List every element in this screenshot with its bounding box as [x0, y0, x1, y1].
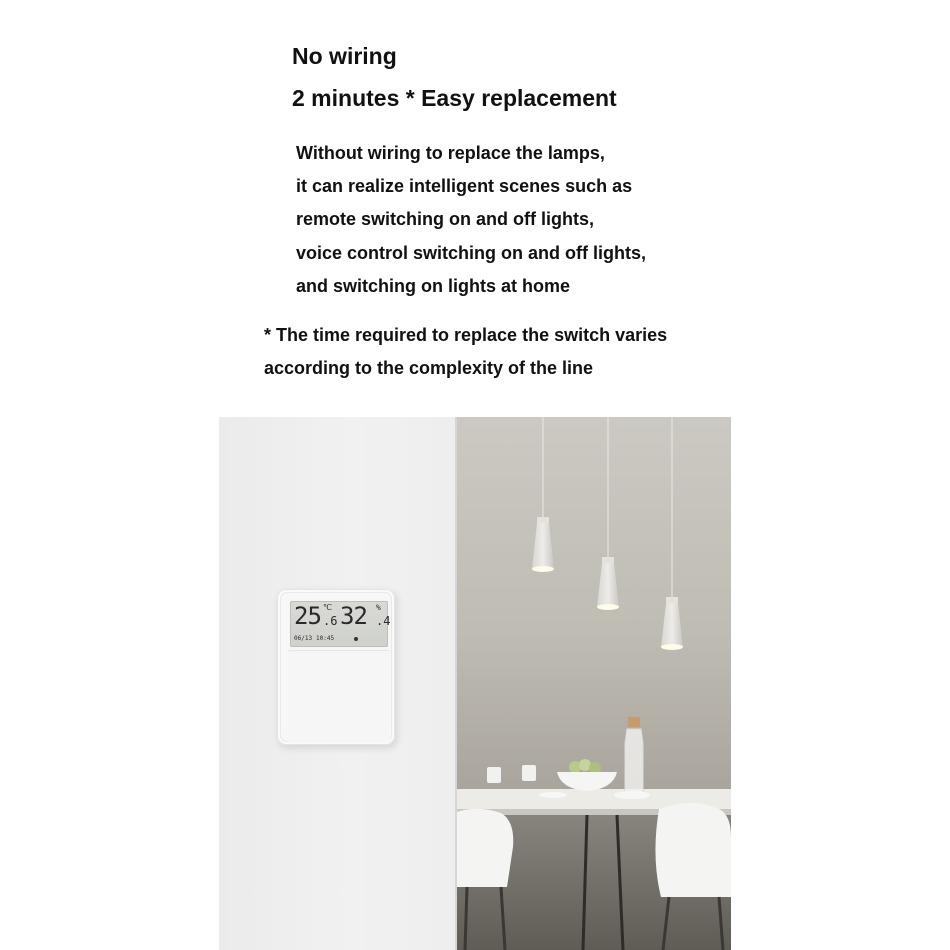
feature-description [296, 137, 646, 303]
smart-wall-switch [277, 589, 395, 745]
note-line: according to the complexity of the line [264, 358, 594, 379]
headline-easy-replacement: 2 minutes * Easy replacement [292, 85, 617, 111]
headline-no-wiring: No wiring [292, 43, 397, 69]
date-reading: 06/13 [294, 635, 313, 642]
temperature-reading: 25 [294, 602, 321, 630]
dining-room-scene [457, 417, 731, 950]
time-reading: 10:45 [316, 635, 335, 642]
lcd-display [290, 601, 391, 647]
description-line: Without wiring to replace the lamps, [296, 143, 605, 163]
pendant-lamp-icon [597, 417, 619, 610]
description-line: and switching on lights at home [296, 275, 571, 296]
note-line: * The time required to replace the switch varies [264, 325, 668, 345]
humidity-decimal: .4 [376, 614, 391, 628]
humidity-reading: 32 [340, 602, 367, 630]
humidity-unit: % [376, 603, 381, 612]
dining-room-illustration [457, 417, 731, 950]
temperature-unit: ℃ [323, 603, 332, 612]
switch-frame [280, 592, 392, 742]
replacement-time-note [264, 319, 667, 385]
temperature-decimal: .6 [323, 614, 338, 628]
switch-rocker-button [288, 650, 390, 743]
description-line: voice control switching on and off lights, [296, 242, 647, 263]
product-photo [219, 417, 731, 950]
pendant-lamp-icon [532, 417, 554, 572]
pendant-lamp-icon [661, 417, 683, 650]
status-dot-icon [354, 637, 358, 641]
description-line: remote switching on and off lights, [296, 209, 595, 230]
description-line: it can realize intelligent scenes such as [296, 176, 633, 197]
